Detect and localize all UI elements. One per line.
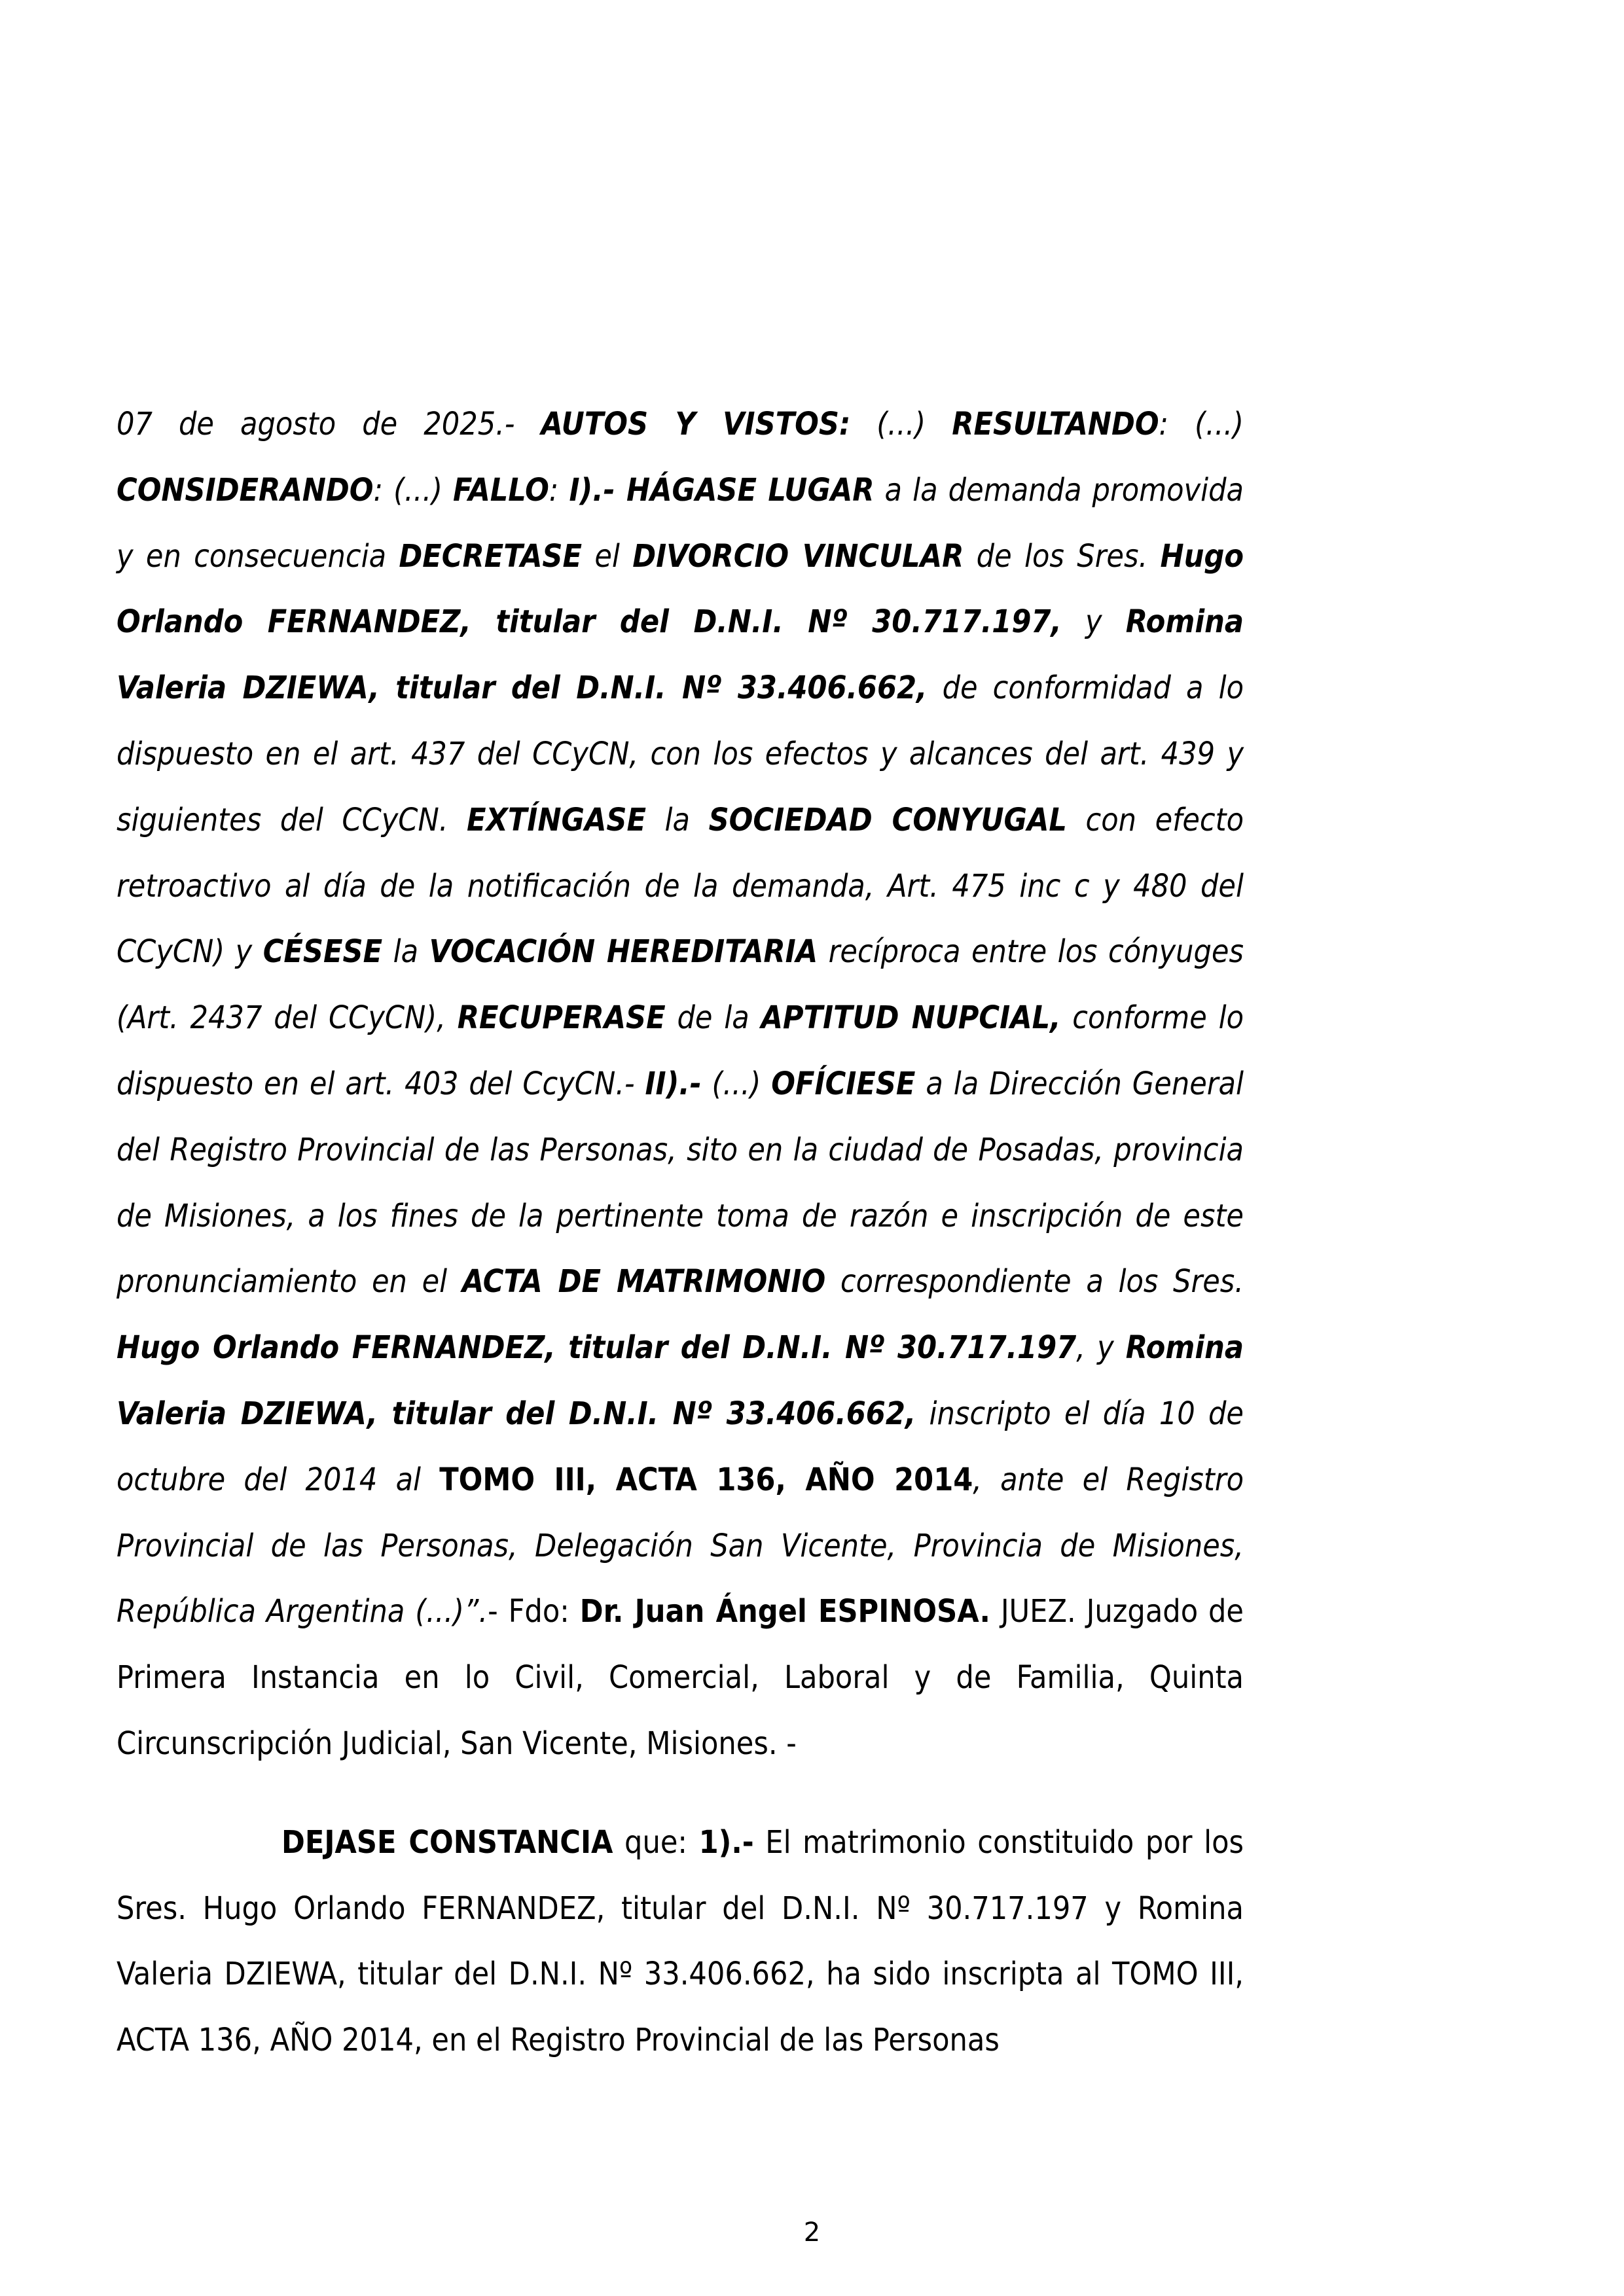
bold-text-segment: CONSIDERANDO xyxy=(117,471,374,509)
page-number: 2 xyxy=(803,2217,821,2248)
bold-text-segment: TOMO III, ACTA 136, AÑO 2014 xyxy=(439,1461,973,1498)
sentence-paragraph xyxy=(117,391,1244,1777)
bold-text-segment: Romina Valeria DZIEWA, titular del D.N.I. Nº 33.406.662, xyxy=(117,603,1244,707)
text-segment: (...) xyxy=(701,1065,772,1102)
text-segment: de los Sres. xyxy=(964,537,1161,575)
bold-text-segment: I).- HÁGASE LUGAR xyxy=(569,471,875,509)
bold-text-segment: AUTOS Y VISTOS: xyxy=(541,406,851,442)
text-segment: inscripto el día 10 de octubre del 2014 al xyxy=(117,1395,1244,1498)
bold-text-segment: ACTA DE MATRIMONIO xyxy=(461,1263,826,1300)
bold-text-segment: EXTÍNGASE xyxy=(467,801,646,838)
text-segment: y xyxy=(1061,603,1126,641)
bold-text-segment: FALLO xyxy=(453,471,549,509)
text-segment: : xyxy=(549,471,569,509)
text-segment: : (...) xyxy=(1159,406,1244,442)
bold-text-segment: DEJASE CONSTANCIA xyxy=(281,1823,613,1861)
text-segment: la xyxy=(382,933,429,971)
bold-text-segment: DIVORCIO VINCULAR xyxy=(632,537,964,575)
bold-text-segment: 1).- xyxy=(698,1823,754,1861)
bold-text-segment: Hugo Orlando FERNANDEZ, titular del D.N.I. Nº 30.717.197 xyxy=(117,1329,1077,1367)
text-segment: a la Dirección General del Registro Provincial de las Personas, sito en la ciudad de Posadas, provincia de Misiones, a los fines de la pertinente toma de razón e inscripción de este pronunciamiento en el xyxy=(117,1065,1244,1300)
bold-text-segment: Romina Valeria DZIEWA, titular del D.N.I. Nº 33.406.662, xyxy=(117,1329,1244,1432)
bold-text-segment: VOCACIÓN HEREDITARIA xyxy=(429,933,818,971)
bold-text-segment: CÉSESE xyxy=(262,933,383,971)
text-segment: con efecto retroactivo al día de la notificación de la demanda, Art. 475 inc c y 480 del CCyCN) y xyxy=(117,801,1244,971)
text-segment: : (...) xyxy=(373,471,454,509)
text-segment: el xyxy=(581,537,633,575)
text-segment: de la xyxy=(665,999,761,1037)
bold-text-segment: Hugo Orlando FERNANDEZ, titular del D.N.I. Nº 30.717.197, xyxy=(117,537,1244,641)
text-segment: - Fdo: xyxy=(488,1593,580,1630)
bold-text-segment: SOCIEDAD CONYUGAL xyxy=(708,801,1067,838)
bold-text-segment: DECRETASE xyxy=(399,537,582,575)
bold-text-segment: OFÍCIESE xyxy=(771,1065,916,1102)
text-segment: correspondiente a los Sres. xyxy=(825,1263,1244,1300)
document-body xyxy=(117,391,1244,2073)
text-segment: JUEZ. Juzgado de Primera Instancia en lo Civil, Comercial, Laboral y de Familia, Quinta Circunscripción Judicial, San Vicente, Misiones. - xyxy=(117,1593,1244,1762)
text-segment: recíproca entre los cónyuges (Art. 2437 del CCyCN), xyxy=(117,933,1244,1037)
constancia-paragraph xyxy=(117,1810,1244,2073)
text-segment: de conformidad a lo dispuesto en el art. 437 del CCyCN, con los efectos y alcances del art. 439 y siguientes del CCyCN. xyxy=(117,670,1244,838)
bold-text-segment: Dr. Juan Ángel ESPINOSA. xyxy=(579,1593,990,1630)
text-segment: la xyxy=(645,801,709,838)
text-segment: , y xyxy=(1076,1329,1126,1367)
text-segment: que: xyxy=(613,1823,699,1861)
text-segment: El matrimonio constituido por los Sres. Hugo Orlando FERNANDEZ, titular del D.N.I. Nº 30.717.197 y Romina Valeria DZIEWA, titular del D.N.I. Nº 33.406.662, ha sido inscripta al TOMO III, ACTA 136, AÑO 2014, en el Registro Provincial de las Personas xyxy=(117,1823,1244,2059)
bold-text-segment: II).- xyxy=(645,1065,702,1102)
text-segment: conforme lo dispuesto en el art. 403 del CcyCN.- xyxy=(117,999,1244,1102)
bold-text-segment: RESULTANDO xyxy=(952,406,1159,442)
text-segment: , ante el Registro Provincial de las Personas, Delegación San Vicente, Provincia de Misiones, República Argentina (...)”. xyxy=(117,1461,1244,1630)
bold-text-segment: RECUPERASE xyxy=(457,999,666,1037)
text-segment: a la demanda promovida y en consecuencia xyxy=(117,471,1244,575)
bold-text-segment: APTITUD NUPCIAL, xyxy=(761,999,1061,1037)
text-segment: 07 de agosto de 2025.- xyxy=(117,406,541,442)
text-segment: (...) xyxy=(850,406,952,442)
